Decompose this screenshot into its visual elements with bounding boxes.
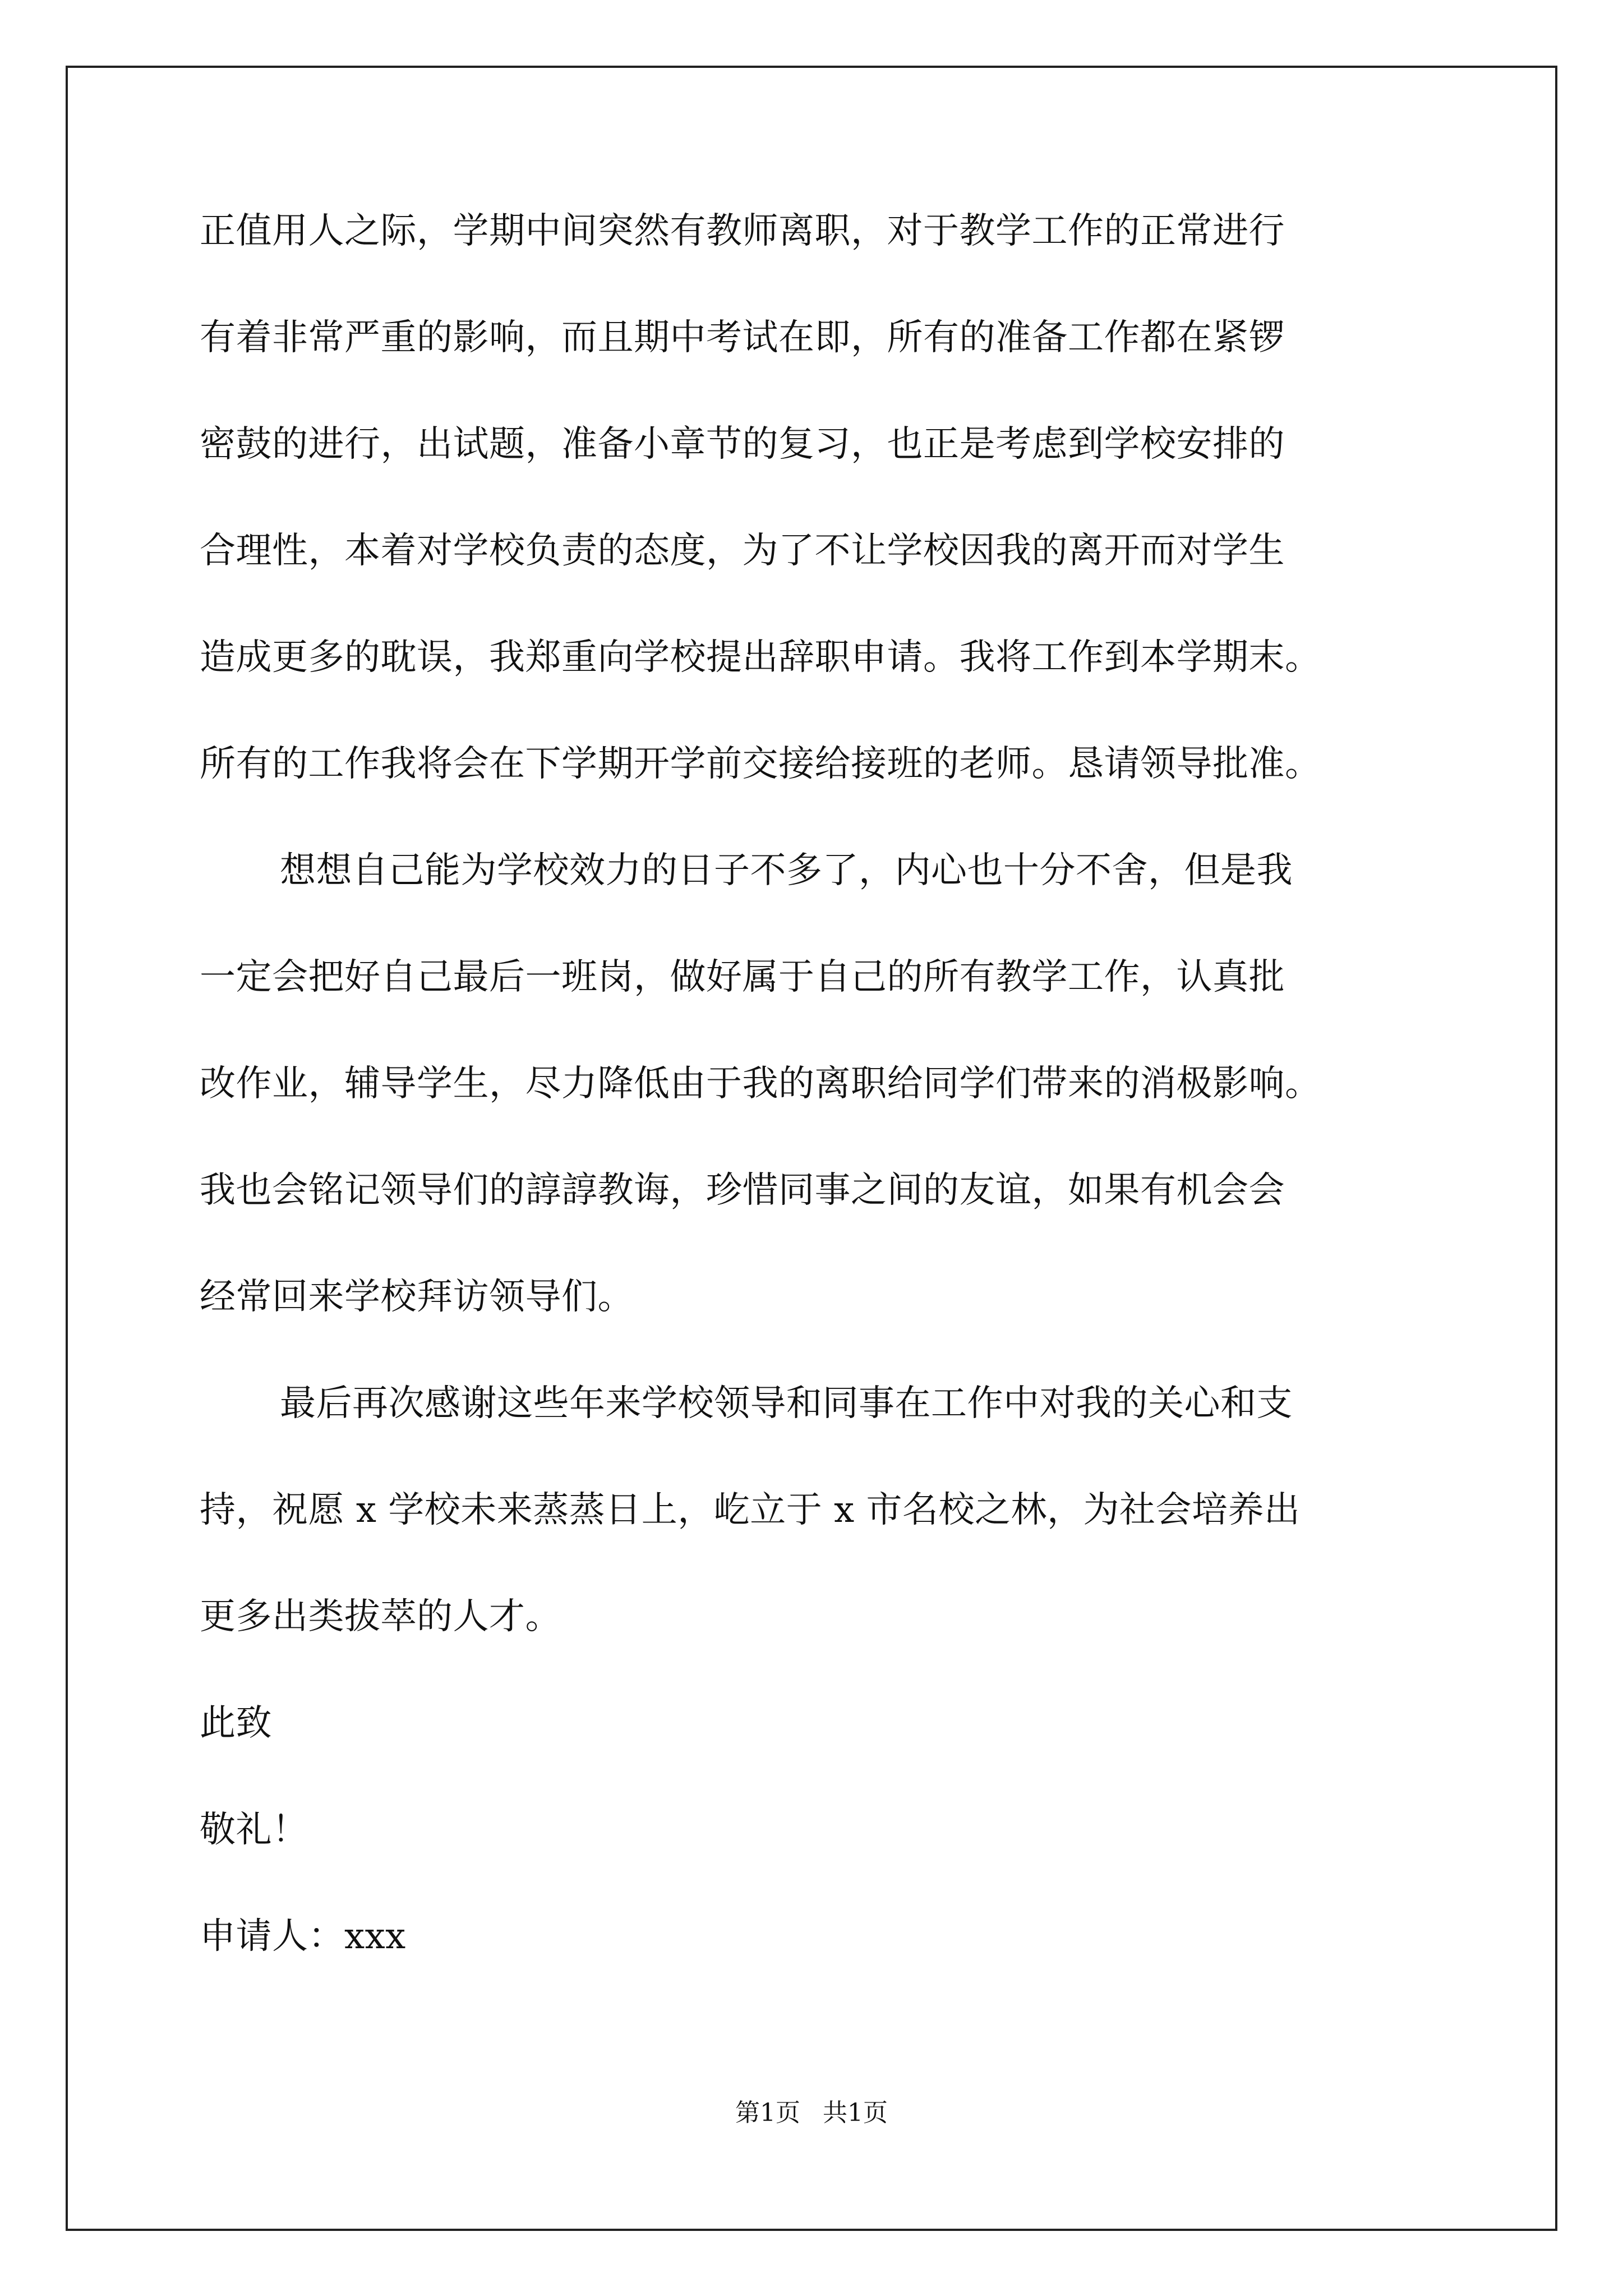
text-line: 所有的工作我将会在下学期开学前交接给接班的老师。恳请领导批准。	[200, 743, 1321, 785]
text-line: 造成更多的耽误，我郑重向学校提出辞职申请。我将工作到本学期末。	[200, 637, 1321, 678]
text-line: 合理性，本着对学校负责的态度，为了不让学校因我的离开而对学生	[200, 530, 1285, 572]
text-line-indented: 最后再次感谢这些年来学校领导和同事在工作中对我的关心和支	[280, 1383, 1293, 1424]
text-line: 经常回来学校拜访领导们。	[200, 1276, 634, 1318]
paragraph-1	[200, 210, 1490, 785]
text-line: 密鼓的进行，出试题，准备小章节的复习，也正是考虑到学校安排的	[200, 424, 1285, 465]
text-line-indented: 想想自己能为学校效力的日子不多了，内心也十分不舍，但是我	[280, 850, 1293, 891]
sign-off-block	[200, 1703, 1490, 1957]
text-line: 更多出类拔萃的人才。	[200, 1596, 561, 1637]
text-line: 持，祝愿 x 学校未来蒸蒸日上，屹立于 x 市名校之林，为社会培养出	[200, 1489, 1301, 1531]
text-line: 我也会铭记领导们的諄諄教诲，珍惜同事之间的友谊，如果有机会会	[200, 1170, 1285, 1211]
applicant-signature: 申请人：xxx	[200, 1916, 406, 1957]
paragraph-2	[200, 850, 1490, 1318]
letter-body	[200, 210, 1490, 2025]
text-line: 有着非常严重的影响，而且期中考试在即，所有的准备工作都在紧锣	[200, 317, 1285, 358]
text-line: 正值用人之际，学期中间突然有教师离职，对于教学工作的正常进行	[200, 210, 1285, 252]
page-footer	[0, 2101, 1623, 2125]
page-number: 第1页	[735, 2099, 800, 2127]
salutation-text: 敬礼！	[200, 1809, 308, 1851]
text-line: 改作业，辅导学生，尽力降低由于我的离职给同学们带来的消极影响。	[200, 1063, 1321, 1105]
page-total: 共1页	[823, 2099, 888, 2127]
text-line: 一定会把好自己最后一班岗，做好属于自己的所有教学工作，认真批	[200, 956, 1285, 998]
paragraph-3	[200, 1383, 1490, 1637]
closing-text: 此致	[200, 1703, 272, 1744]
